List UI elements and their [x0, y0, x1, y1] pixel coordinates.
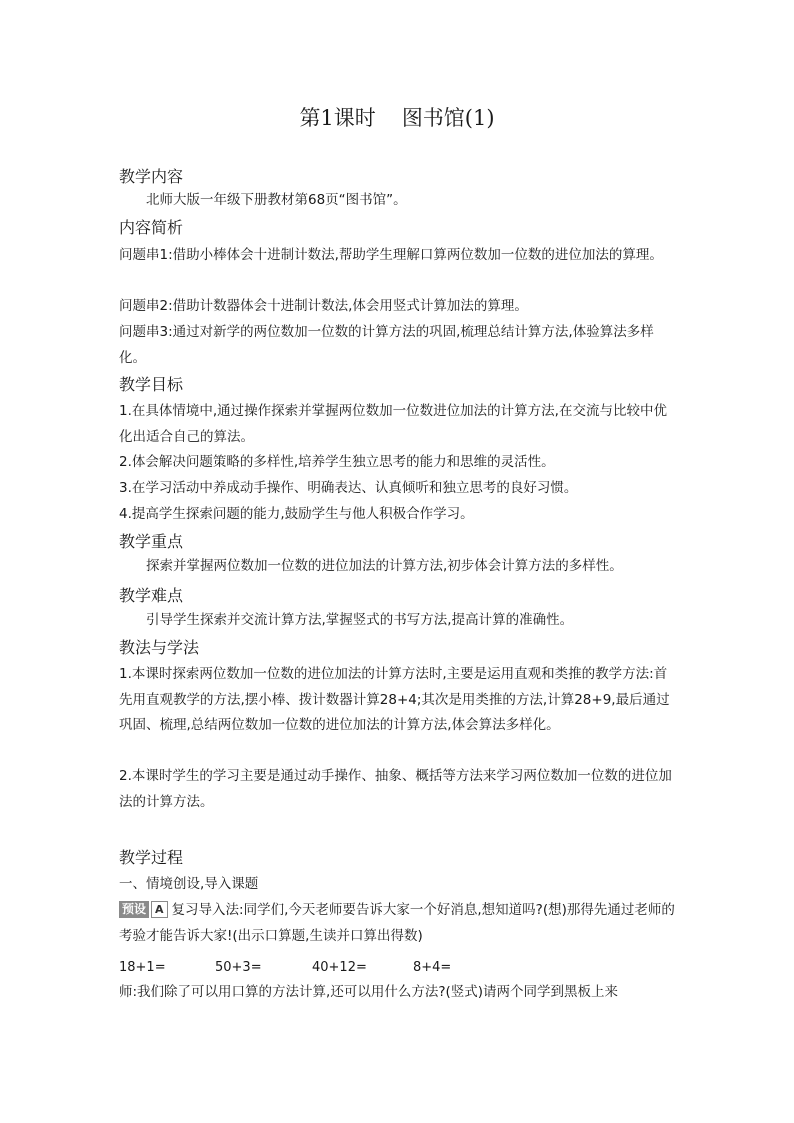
goal-item: 2.体会解决问题策略的多样性,培养学生独立思考的能力和思维的灵活性。: [119, 454, 555, 470]
page-title: [0, 104, 794, 132]
calc-item: 18+1=: [119, 960, 166, 975]
preset-badge: 预设: [119, 901, 149, 918]
goal-item: 4.提高学生探索问题的能力,鼓励学生与他人积极合作学习。: [119, 506, 474, 522]
goal-item: 3.在学习活动中养成动手操作、明确表达、认真倾听和独立思考的良好习惯。: [119, 480, 578, 496]
summary-item: 问题串3:通过对新学的两位数加一位数的计算方法的巩固,梳理总结计算方法,体验算法多样化。: [119, 324, 654, 366]
process-intro: [119, 898, 679, 949]
key-points-text: 探索并掌握两位数加一位数的进位加法的计算方法,初步体会计算方法的多样性。: [146, 558, 623, 574]
process-step-title: 一、情境创设,导入课题: [119, 876, 259, 892]
preset-badge-letter: A: [151, 901, 168, 918]
process-intro-text: 复习导入法:同学们,今天老师要告诉大家一个好消息,想知道吗?(想)那得先通过老师的考验才能告诉大家!(出示口算题,生读并口算出得数): [119, 902, 675, 944]
section-heading-methods: 教法与学法: [119, 638, 200, 657]
calc-item: 8+4=: [413, 960, 452, 975]
section-heading-content: 教学内容: [119, 167, 184, 186]
section-heading-goals: 教学目标: [119, 375, 184, 394]
goal-item: 1.在具体情境中,通过操作探索并掌握两位数加一位数进位加法的计算方法,在交流与比较中优化出适合自己的算法。: [119, 403, 667, 445]
summary-item: 问题串2:借助计数器体会十进制计数法,体会用竖式计算加法的算理。: [119, 298, 528, 314]
section-heading-difficulties: 教学难点: [119, 586, 184, 605]
teacher-line: 师:我们除了可以用口算的方法计算,还可以用什么方法?(竖式)请两个同学到黑板上来: [119, 984, 619, 1000]
calc-item: 40+12=: [312, 960, 367, 975]
section-heading-process: 教学过程: [119, 848, 184, 867]
summary-item: 问题串1:借助小棒体会十进制计数法,帮助学生理解口算两位数加一位数的进位加法的算理。: [119, 247, 663, 263]
lesson-name: 图书馆(1): [401, 106, 495, 130]
content-text: 北师大版一年级下册教材第68页“图书馆”。: [146, 192, 407, 208]
section-heading-summary: 内容简析: [119, 218, 184, 237]
lesson-number: 第1课时: [299, 106, 376, 130]
method-item: 1.本课时探索两位数加一位数的进位加法的计算方法时,主要是运用直观和类推的教学方法:首先用直观教学的方法,摆小棒、拨计数器计算28+4;其次是用类推的方法,计算28+9,最后通过巩固、梳理,总结两位数加一位数的进位加法的计算方法,体会算法多样化。: [119, 666, 670, 733]
method-item: 2.本课时学生的学习主要是通过动手操作、抽象、概括等方法来学习两位数加一位数的进位加法的计算方法。: [119, 768, 672, 810]
calc-item: 50+3=: [215, 960, 262, 975]
difficulties-text: 引导学生探索并交流计算方法,掌握竖式的书写方法,提高计算的准确性。: [146, 612, 574, 628]
section-heading-key-points: 教学重点: [119, 532, 184, 551]
